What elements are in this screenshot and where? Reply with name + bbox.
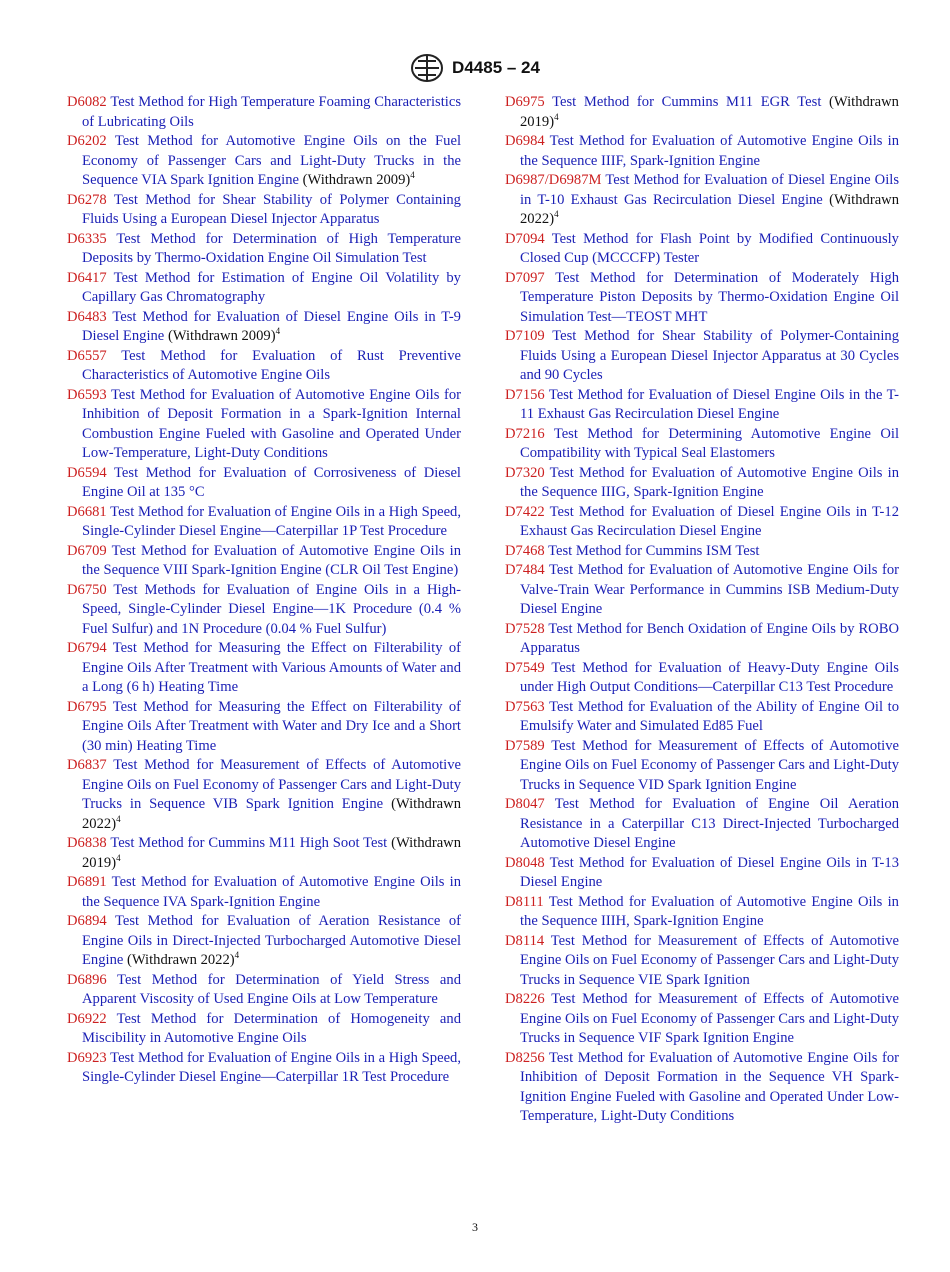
reference-entry [505,230,899,269]
reference-entry [505,737,899,796]
reference-code-link[interactable]: D6681 [67,503,107,520]
astm-logo-icon [410,53,444,83]
reference-entry [505,327,899,386]
withdrawn-note: (Withdrawn 2019) [520,94,899,130]
reference-title-link[interactable]: Test Method for Evaluation of Engine Oil Aeration Resistance in a Caterpillar C13 Direct-Injected Turbocharged Automotive Diesel Engine [520,796,899,851]
footnote-marker: 4 [116,813,121,824]
reference-entry [67,971,461,1010]
reference-entry [67,834,461,873]
reference-entry [505,990,899,1049]
reference-entry [67,308,461,347]
reference-title-link[interactable]: Test Method for Measurement of Effects of Automotive Engine Oils on Fuel Economy of Passenger Cars and Light-Duty Trucks in Sequence VIE Spark Ignition [520,932,899,988]
reference-code-link[interactable]: D6417 [67,269,107,286]
reference-title-link[interactable]: Test Method for Measurement of Effects of Automotive Engine Oils on Fuel Economy of Passenger Cars and Light-Duty Trucks in Sequence VIF Spark Ignition Engine [520,991,899,1046]
reference-entry [505,620,899,659]
reference-entry [67,503,461,542]
reference-title-link[interactable]: Test Method for Determination of Yield Stress and Apparent Viscosity of Used Engine Oils at Low Temperature [82,971,461,1007]
footnote-marker: 4 [554,111,559,122]
reference-code-link[interactable]: D6891 [67,874,107,890]
withdrawn-note: (Withdrawn 2022) [127,952,235,968]
reference-title-link[interactable]: Test Method for Evaluation of Diesel Engine Oils in T-12 Exhaust Gas Recirculation Diesel Engine [520,503,899,539]
reference-title-link[interactable]: Test Method for Automotive Engine Oils on the Fuel Economy of Passenger Cars and Light-Duty Trucks in the Sequence VIA Spark Ignition Engine [82,133,461,188]
reference-entry [505,503,899,542]
reference-code-link[interactable]: D7109 [505,328,545,344]
reference-code-link[interactable]: D6975 [505,94,545,110]
reference-entry [505,698,899,737]
reference-title-link[interactable]: Test Method for Flash Point by Modified Continuously Closed Cup (MCCCFP) Tester [520,230,899,266]
reference-code-link[interactable]: D6594 [67,464,107,481]
reference-title-link[interactable]: Test Method for Evaluation of Automotive Engine Oils for Valve-Train Wear Performance in Cummins ISB Medium-Duty Diesel Engine [520,562,899,617]
reference-code-link[interactable]: D6082 [67,94,107,110]
reference-entry [67,230,461,269]
reference-title-link[interactable]: Test Method for Measurement of Effects of Automotive Engine Oils on Fuel Economy of Passenger Cars and Light-Duty Trucks in Sequence VIB Spark Ignition Engine [82,757,461,812]
reference-code-link[interactable]: D6794 [67,640,107,656]
reference-entry [505,795,899,854]
footnote-marker: 4 [116,852,121,863]
reference-entry [67,1010,461,1049]
reference-title-link[interactable]: Test Method for Shear Stability of Polymer-Containing Fluids Using a European Diesel Injector Apparatus at 30 Cycles and 90 Cycles [520,328,900,383]
reference-title-link[interactable]: Test Method for Evaluation of Heavy-Duty Engine Oils under High Output Conditions—Caterpillar C13 Test Procedure [520,659,899,695]
reference-code-link[interactable]: D7422 [505,503,545,520]
reference-title-link[interactable]: Test Method for Evaluation of Rust Preventive Characteristics of Automotive Engine Oils [82,347,461,383]
reference-entry [505,425,899,464]
reference-entry [505,171,899,230]
reference-code-link[interactable]: D7097 [505,269,545,286]
reference-title-link[interactable]: Test Method for Bench Oxidation of Engine Oils by ROBO Apparatus [520,620,899,656]
reference-code-link[interactable]: D7320 [505,464,545,481]
reference-title-link[interactable]: Test Method for Evaluation of Engine Oils in a High Speed, Single-Cylinder Diesel Engine—Caterpillar 1P Test Procedure [82,503,461,539]
reference-code-link[interactable]: D8047 [505,796,545,812]
reference-code-link[interactable]: D6750 [67,581,107,598]
reference-code-link[interactable]: D6894 [67,913,107,929]
reference-entry [67,1049,461,1088]
reference-title-link[interactable]: Test Method for Evaluation of Automotive Engine Oils for Inhibition of Deposit Formation in the Sequence VH Spark-Ignition Engine Fueled with Gasoline and Operated Under Low-Temperature, Light-Duty Conditions [520,1049,899,1124]
right-column [505,93,899,1127]
reference-entry [67,93,461,132]
withdrawn-note: (Withdrawn 2022) [520,191,900,227]
reference-code-link[interactable]: D6557 [67,347,107,364]
reference-title-link[interactable]: Test Method for Measuring the Effect on Filterability of Engine Oils After Treatment with Various Amounts of Water and a Long (6 h) Heating Time [82,640,461,695]
reference-entry [505,932,899,991]
reference-code-link[interactable]: D6483 [67,308,107,325]
reference-entry [67,347,461,386]
reference-code-link[interactable]: D6896 [67,971,107,988]
reference-title-link[interactable]: Test Method for Determination of High Temperature Deposits by Thermo-Oxidation Engine Oil Simulation Test [82,230,461,266]
page-number: 3 [472,1220,478,1234]
footnote-marker: 4 [410,170,415,180]
reference-entry [67,873,461,912]
reference-entry [67,542,461,581]
reference-title-link[interactable]: Test Method for Evaluation of Engine Oils in a High Speed, Single-Cylinder Diesel Engine—Caterpillar 1R Test Procedure [82,1049,461,1085]
reference-code-link[interactable]: D6987/D6987M [505,172,602,188]
reference-entry [505,93,899,132]
footnote-marker: 4 [234,950,240,960]
reference-title-link[interactable]: Test Method for Evaluation of Automotive Engine Oils in the Sequence IIIH, Spark-Ignition Engine [520,893,899,929]
reference-entry [67,756,461,834]
reference-title-link[interactable]: Test Method for Evaluation of Diesel Engine Oils in T-10 Exhaust Gas Recirculation Diesel Engine [520,172,899,208]
reference-title-link[interactable]: Test Method for Evaluation of Aeration Resistance of Engine Oils in Direct-Injected Turbocharged Automotive Diesel Engine [82,913,461,968]
reference-code-link[interactable]: D7484 [505,562,545,578]
reference-title-link[interactable]: Test Method for Determining Automotive Engine Oil Compatibility with Typical Seal Elastomers [520,425,899,461]
reference-code-link[interactable]: D6984 [505,133,545,149]
reference-entry [67,191,461,230]
reference-title-link[interactable]: Test Method for Evaluation of Automotive Engine Oils in the Sequence IIIF, Spark-Ignition Engine [520,133,899,169]
reference-code-link[interactable]: D6795 [67,698,107,715]
document-id: D4485 – 24 [452,58,540,77]
reference-entry [505,386,899,425]
reference-title-link[interactable]: Test Method for Measuring the Effect on Filterability of Engine Oils After Treatment with Water and Dry Ice and a Short (30 min) Heating Time [82,698,461,754]
reference-title-link[interactable]: Test Method for Evaluation of Diesel Engine Oils in T-9 Diesel Engine [82,308,461,344]
reference-entry [505,561,899,620]
reference-code-link[interactable]: D6202 [67,133,107,149]
reference-code-link[interactable]: D7216 [505,425,545,442]
withdrawn-note: (Withdrawn 2022) [82,796,461,832]
reference-entry [67,912,461,971]
withdrawn-note: (Withdrawn 2019) [82,835,462,871]
reference-title-link[interactable]: Test Method for High Temperature Foaming Characteristics of Lubricating Oils [82,94,461,130]
footnote-marker: 4 [275,326,281,336]
reference-title-link[interactable]: Test Method for Cummins M11 EGR Test [552,94,822,110]
reference-entry [505,854,899,893]
reference-code-link[interactable]: D6923 [67,1049,107,1066]
withdrawn-note: (Withdrawn 2009) [167,328,276,344]
reference-code-link[interactable]: D7094 [505,230,545,247]
reference-entry [505,893,899,932]
left-column [67,93,461,1088]
reference-title-link[interactable]: Test Method for Evaluation of Diesel Engine Oils in the T-11 Exhaust Gas Recirculation Diesel Engine [520,386,899,422]
reference-entry [505,132,899,171]
reference-entry [67,698,461,757]
reference-code-link[interactable]: D7528 [505,620,545,637]
reference-code-link[interactable]: D7589 [505,737,545,754]
reference-title-link[interactable]: Test Method for Determination of Moderately High Temperature Piston Deposits by Thermo-Oxidation Engine Oil Simulation Test—TEOST MHT [520,269,899,325]
reference-code-link[interactable]: D7563 [505,698,545,715]
reference-title-link[interactable]: Test Method for Measurement of Effects of Automotive Engine Oils on Fuel Economy of Passenger Cars and Light-Duty Trucks in Sequence VID Spark Ignition Engine [520,737,899,793]
footnote-marker: 4 [554,209,559,219]
reference-title-link[interactable]: Test Method for Evaluation of Automotive Engine Oils in the Sequence VIII Spark-Ignition Engine (CLR Oil Test Engine) [82,542,461,578]
reference-entry [505,542,899,562]
reference-code-link[interactable]: D7549 [505,659,545,676]
reference-code-link[interactable]: D7468 [505,542,545,559]
reference-title-link[interactable]: Test Method for Shear Stability of Polymer Containing Fluids Using a European Diesel Injector Apparatus [82,191,461,227]
reference-code-link[interactable]: D8226 [505,991,545,1007]
withdrawn-note: (Withdrawn 2009) [302,172,411,188]
reference-code-link[interactable]: D6709 [67,542,107,559]
reference-entry [67,132,461,191]
reference-title-link[interactable]: Test Methods for Evaluation of Engine Oils in a High-Speed, Single-Cylinder Diesel Engine—1K Procedure (0.4 % Fuel Sulfur) and 1N Procedure (0.04 % Fuel Sulfur) [82,581,461,637]
reference-code-link[interactable]: D6838 [67,835,107,851]
reference-title-link[interactable]: Test Method for Evaluation of Automotive Engine Oils in the Sequence IIIG, Spark-Ignition Engine [520,464,899,500]
reference-title-link[interactable]: Test Method for Evaluation of Automotive Engine Oils in the Sequence IVA Spark-Ignition Engine [82,874,461,910]
reference-title-link[interactable]: Test Method for Estimation of Engine Oil Volatility by Capillary Gas Chromatography [82,269,461,305]
reference-code-link[interactable]: D6593 [67,386,107,403]
reference-code-link[interactable]: D8256 [505,1049,545,1066]
reference-title-link[interactable]: Test Method for Determination of Homogeneity and Miscibility in Automotive Engine Oils [82,1010,461,1046]
reference-title-link[interactable]: Test Method for Evaluation of Corrosiveness of Diesel Engine Oil at 135 °C [82,464,461,500]
reference-code-link[interactable]: D8114 [505,932,545,949]
reference-entry [505,464,899,503]
reference-title-link[interactable]: Test Method for Cummins ISM Test [548,542,760,559]
reference-entry [67,386,461,464]
reference-code-link[interactable]: D6335 [67,230,107,247]
reference-title-link[interactable]: Test Method for Evaluation of Diesel Engine Oils in T-13 Diesel Engine [520,854,899,890]
reference-entry [505,269,899,328]
reference-title-link[interactable]: Test Method for Evaluation of the Ability of Engine Oil to Emulsify Water and Simulated Ed85 Fuel [520,698,899,734]
reference-code-link[interactable]: D6922 [67,1010,107,1027]
reference-entry [67,581,461,640]
reference-entry [67,269,461,308]
reference-entry [67,464,461,503]
reference-code-link[interactable]: D8111 [505,893,544,910]
reference-title-link[interactable]: Test Method for Cummins M11 High Soot Test [110,835,388,851]
reference-code-link[interactable]: D6837 [67,757,107,773]
reference-code-link[interactable]: D8048 [505,854,545,871]
reference-title-link[interactable]: Test Method for Evaluation of Automotive Engine Oils for Inhibition of Deposit Formation in a Spark-Ignition Internal Combustion Engine Fueled with Gasoline and Operated Under Low-Temperature, Light-Duty Conditions [82,386,461,461]
page-header [0,52,950,84]
reference-entry [505,659,899,698]
reference-code-link[interactable]: D6278 [67,191,107,208]
reference-entry [67,639,461,698]
reference-entry [505,1049,899,1127]
reference-code-link[interactable]: D7156 [505,386,545,403]
